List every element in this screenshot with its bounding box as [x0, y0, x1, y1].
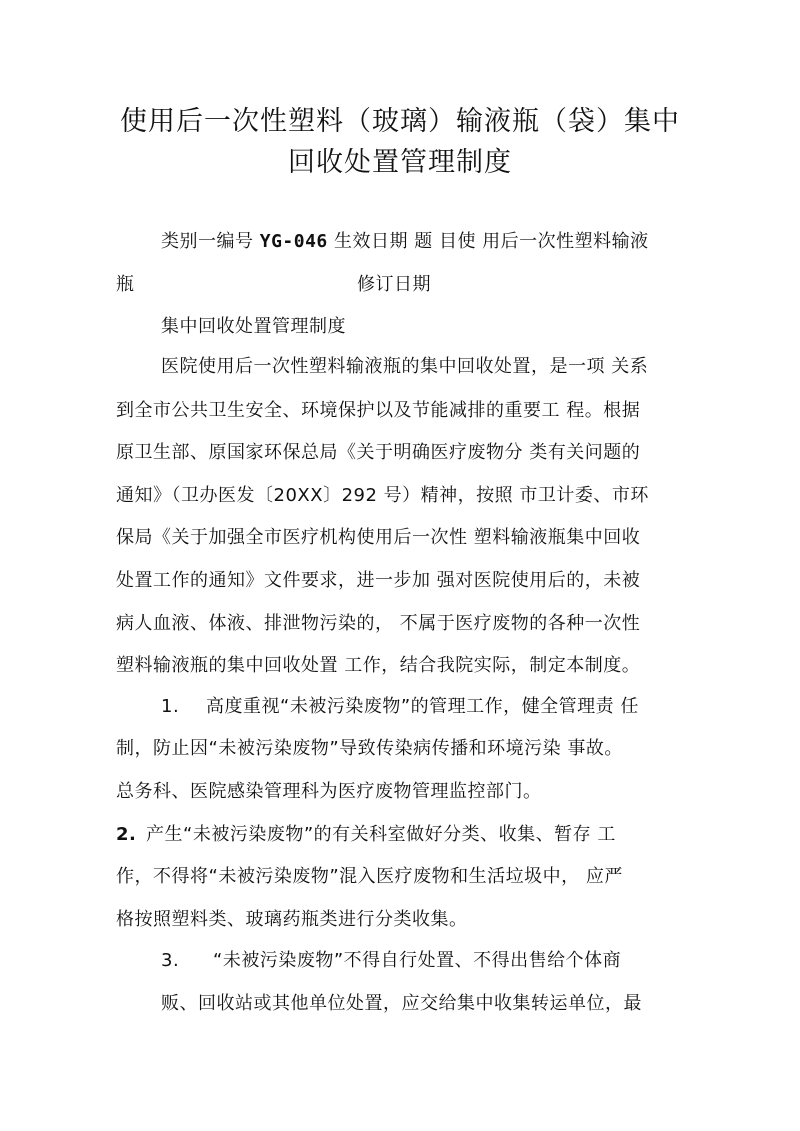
document-title-line-1: 使用后一次性塑料（玻璃）输液瓶（袋）集中 [120, 106, 680, 137]
meta-line-1-rest: 生效日期 题 目使 用后一次性塑料输液 [334, 231, 649, 252]
meta-revision-date-label: 修订日期 [357, 274, 431, 295]
document-title-line-2: 回收处置管理制度 [288, 147, 512, 178]
paragraph-1-line-6: 处置工作的通知》文件要求，进一步加 强对医院使用后的，未被 [116, 570, 641, 591]
item-3-number: 3. [161, 950, 180, 971]
meta-code: YG-046 [259, 231, 328, 252]
paragraph-1-line-8: 塑料输液瓶的集中回收处置 工作，结合我院实际，制定本制度。 [116, 655, 641, 676]
meta-subtitle: 集中回收处置管理制度 [161, 316, 346, 337]
item-2-line-1: 产生“未被污染废物”的有关科室做好分类、收集、暂存 工 [146, 824, 616, 845]
item-3-line-2: 贩、回收站或其他单位处置，应交给集中收集转运单位，最 [161, 993, 642, 1014]
meta-line-1 [161, 231, 649, 253]
paragraph-1-line-5: 保局《关于加强全市医疗机构使用后一次性 塑料输液瓶集中回收 [116, 527, 641, 548]
item-2-number: 2. [116, 824, 137, 845]
paragraph-1-line-2: 到全市公共卫生安全、环境保护以及节能减排的重要工 程。根据 [116, 400, 641, 421]
item-3-line-1: “未被污染废物”不得自行处置、不得出售给个体商 [213, 950, 622, 971]
paragraph-1-line-1: 医院使用后一次性塑料输液瓶的集中回收处置，是一项 关系 [161, 356, 649, 377]
paragraph-1-line-4: 通知》（卫办医发〔20XX〕292 号）精神，按照 市卫计委、市环 [116, 485, 649, 506]
item-2-line-2: 作，不得将“未被污染废物”混入医疗废物和生活垃圾中， 应严 [116, 866, 623, 887]
paragraph-1-line-7: 病人血液、体液、排泄物污染的， 不属于医疗废物的各种一次性 [116, 613, 641, 634]
meta-line-2-left: 瓶 [116, 274, 135, 295]
item-1-line-2: 制，防止因“未被污染废物”导致传染病传播和环境污染 事故。 [116, 738, 623, 759]
item-2-line-3: 格按照塑料类、玻璃药瓶类进行分类收集。 [116, 909, 468, 930]
item-1-line-3: 总务科、医院感染管理科为医疗废物管理监控部门。 [116, 781, 542, 802]
meta-category-label: 类别一编号 [161, 231, 254, 252]
item-1-line-1: 高度重视“未被污染废物”的管理工作，健全管理责 任 [206, 696, 639, 717]
item-1-number: 1. [161, 696, 180, 717]
paragraph-1-line-3: 原卫生部、原国家环保总局《关于明确医疗废物分 类有关问题的 [116, 442, 641, 463]
